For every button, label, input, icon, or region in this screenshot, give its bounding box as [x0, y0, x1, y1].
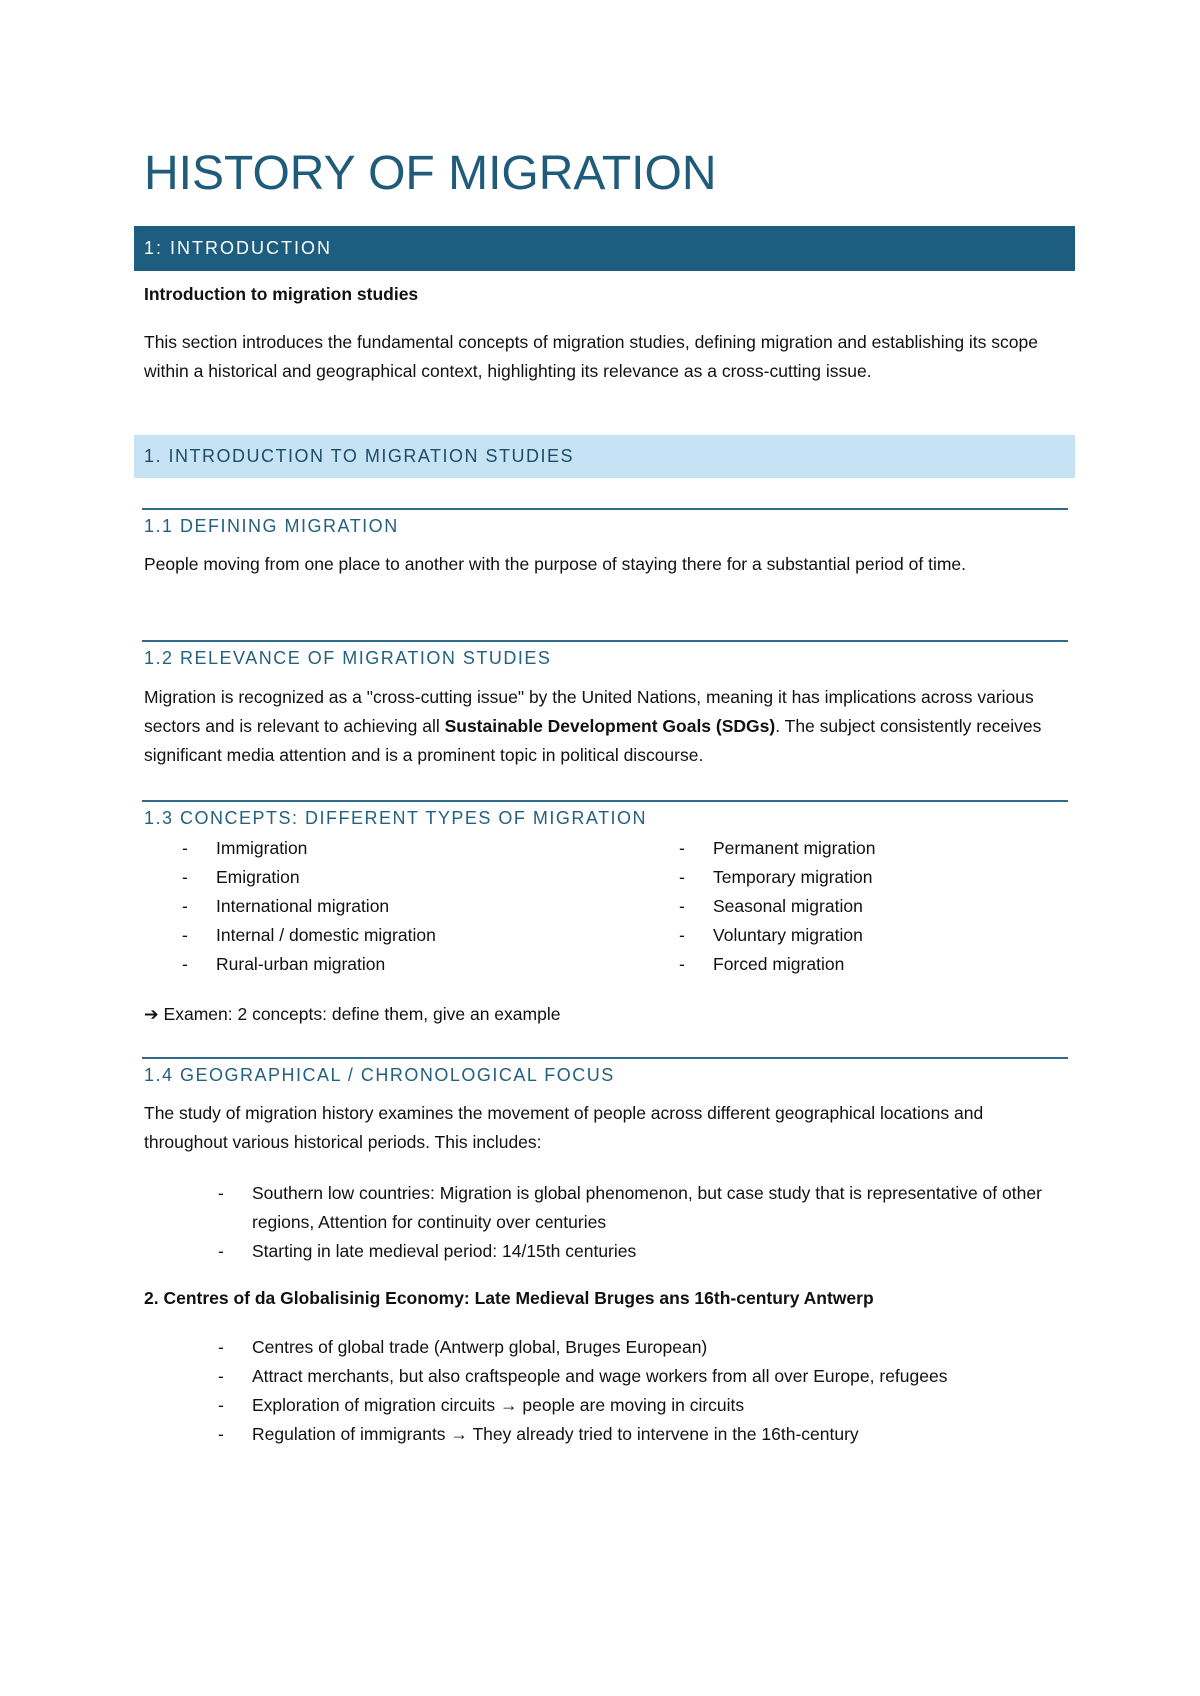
chapter-band: 1: INTRODUCTION: [134, 226, 1075, 271]
list-dash: -: [218, 1366, 224, 1386]
subsection-body-focus: The study of migration history examines the movement of people across different geographical locations and throughout various historical periods. This includes:: [144, 1103, 984, 1152]
list-item-text: Seasonal migration: [713, 896, 863, 916]
list-item: [679, 863, 1059, 892]
subsection-body-relevance: [144, 683, 1059, 770]
exam-note-text: Examen: 2 concepts: define them, give an example: [163, 1004, 561, 1024]
list-item-text: Voluntary migration: [713, 925, 863, 945]
subsection-title-focus: 1.4 GEOGRAPHICAL / CHRONOLOGICAL FOCUS: [144, 1065, 615, 1085]
subsection-title-relevance: 1.2 RELEVANCE OF MIGRATION STUDIES: [144, 648, 552, 668]
list-item: [218, 1333, 1078, 1362]
list-item-text: Forced migration: [713, 954, 845, 974]
list-item-text: Permanent migration: [713, 838, 876, 858]
concepts-list-right: [679, 834, 1059, 979]
list-item-text: Centres of global trade (Antwerp global, Bruges European): [252, 1337, 708, 1357]
relevance-text-start: Migration is recognized as a "cross-cutting issue" by the United Nations, meaning it has implications across various sectors and is relevant to achieving all: [144, 687, 1034, 736]
list-item-text: Starting in late medieval period: 14/15th centuries: [252, 1241, 637, 1261]
exam-note: [144, 1000, 560, 1029]
section2-heading: 2. Centres of da Globalisinig Economy: Late Medieval Bruges ans 16th-century Antwerp: [144, 1288, 874, 1308]
list-dash: -: [679, 838, 685, 858]
subsection-body-defining: People moving from one place to another with the purpose of staying there for a substantial period of time.: [144, 554, 967, 574]
list-dash: -: [679, 954, 685, 974]
section-band: 1. INTRODUCTION TO MIGRATION STUDIES: [134, 435, 1075, 478]
list-item-text: Internal / domestic migration: [216, 925, 436, 945]
list-item: [218, 1420, 1078, 1449]
list-item-text: Attract merchants, but also craftspeople and wage workers from all over Europe, refugees: [252, 1366, 948, 1386]
list-dash: -: [182, 867, 188, 887]
list-item-text: Rural-urban migration: [216, 954, 386, 974]
focus-list: [218, 1179, 1058, 1266]
arrow-icon: ➔: [144, 1004, 159, 1024]
section-rule: [142, 1057, 1068, 1059]
list-dash: -: [679, 925, 685, 945]
list-item: [679, 834, 1059, 863]
list-item: [218, 1391, 1078, 1420]
list-dash: -: [679, 896, 685, 916]
list-item: [218, 1179, 1058, 1237]
list-dash: -: [182, 954, 188, 974]
list-item: [679, 921, 1059, 950]
list-item: [182, 950, 622, 979]
list-item: [182, 834, 622, 863]
list-item-text: Regulation of immigrants → They already tried to intervene in the 16th-century: [252, 1424, 859, 1444]
list-item-text: International migration: [216, 896, 390, 916]
list-dash: -: [182, 925, 188, 945]
chapter-heading: Introduction to migration studies: [144, 284, 419, 304]
section-rule: [142, 800, 1068, 802]
subsection-title-concepts: 1.3 CONCEPTS: DIFFERENT TYPES OF MIGRATION: [144, 808, 648, 828]
list-dash: -: [182, 838, 188, 858]
concepts-list-left: [182, 834, 622, 979]
section2-list: [218, 1333, 1078, 1449]
list-item: [218, 1237, 1058, 1266]
list-dash: -: [218, 1395, 224, 1415]
list-dash: -: [182, 896, 188, 916]
list-dash: -: [218, 1424, 224, 1444]
list-item: [218, 1362, 1078, 1391]
section-rule: [142, 508, 1068, 510]
list-item: [679, 950, 1059, 979]
list-item-text: Immigration: [216, 838, 308, 858]
chapter-intro-paragraph: This section introduces the fundamental concepts of migration studies, defining migration and establishing its scope within a historical and geographical context, highlighting its relevance as a cross-cutting issue.: [144, 332, 1038, 381]
list-dash: -: [218, 1337, 224, 1357]
list-item-text: Southern low countries: Migration is global phenomenon, but case study that is representative of other regions, Attention for continuity over centuries: [252, 1183, 1042, 1232]
list-dash: -: [679, 867, 685, 887]
document-title: HISTORY OF MIGRATION: [144, 147, 717, 200]
list-dash: -: [218, 1241, 224, 1261]
list-item: [182, 921, 622, 950]
list-item: [182, 892, 622, 921]
section-rule: [142, 640, 1068, 642]
list-item-text: Temporary migration: [713, 867, 873, 887]
list-item: [679, 892, 1059, 921]
relevance-text-end: . The subject consistently receives significant media attention and is a prominent topic in political discourse.: [144, 716, 1042, 765]
list-dash: -: [218, 1183, 224, 1203]
list-item-text: Emigration: [216, 867, 300, 887]
subsection-title-defining: 1.1 DEFINING MIGRATION: [144, 516, 399, 536]
relevance-text-bold: Sustainable Development Goals (SDGs): [444, 716, 776, 736]
list-item-text: Exploration of migration circuits → people are moving in circuits: [252, 1395, 745, 1415]
list-item: [182, 863, 622, 892]
